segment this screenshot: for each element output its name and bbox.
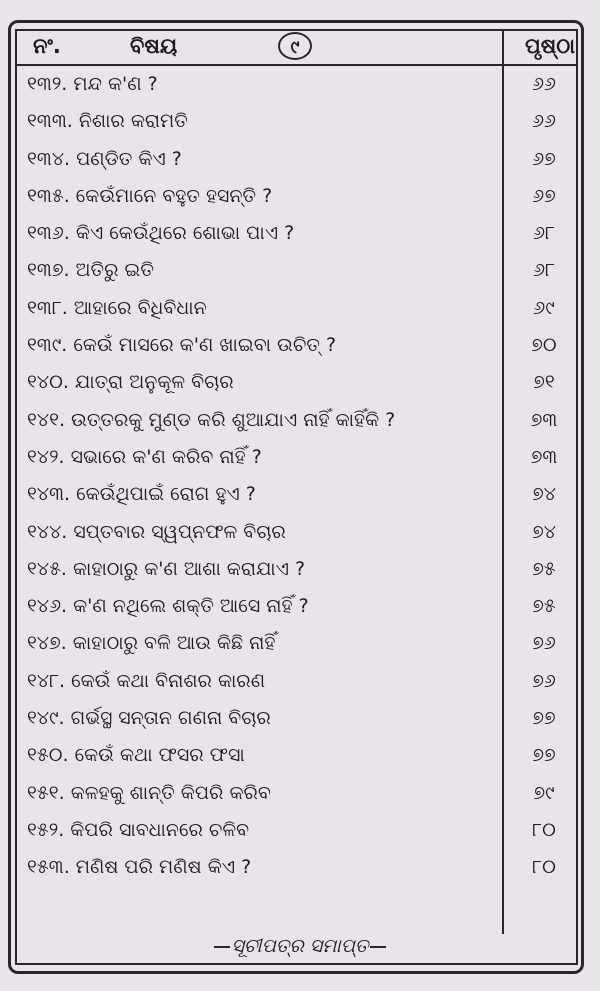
row-page-number: ୭୦	[531, 334, 557, 357]
table-row	[15, 849, 578, 886]
row-page-number: ୬୬	[532, 73, 556, 95]
row-title: ୧୪୦. ଯାତ୍ରା ଅନୁକୂଳ ବିଚାର	[27, 371, 234, 394]
row-page-number: ୮୦	[532, 818, 556, 841]
footer-dash-left	[214, 946, 230, 948]
row-page-number: ୭୪	[532, 520, 556, 543]
table-row	[15, 439, 578, 476]
table-row	[15, 775, 578, 812]
table-row	[15, 663, 578, 700]
row-page-number: ୭୩	[530, 408, 558, 431]
row-page-number: ୬୯	[533, 296, 555, 319]
table-row	[15, 141, 578, 178]
table-row	[15, 812, 578, 849]
row-title: ୧୪୮. କେଉଁ କଥା ବିନାଶର କାରଣ	[27, 669, 266, 692]
table-row	[15, 737, 578, 774]
row-page-number: ୭୯	[533, 781, 555, 804]
table-row	[15, 215, 578, 252]
row-title: ୧୩୫. କେଉଁମାନେ ବହୁତ ହସନ୍ତି ?	[27, 184, 273, 207]
header-subject-label: ବିଷୟ	[130, 34, 178, 58]
row-title: ୧୩୭. ଅତିରୁ ଇତି	[27, 259, 154, 282]
footer-text: ସୂଚୀପତ୍ର ସମାପ୍ତ	[231, 935, 369, 957]
row-page-number: ୬୮	[533, 259, 555, 282]
row-page-number: ୭୫	[532, 595, 556, 618]
header-number-label: ନଂ.	[33, 34, 61, 58]
row-title: ୧୩୮. ଆହାରେ ବିଧିବିଧାନ	[27, 296, 207, 319]
table-row	[15, 364, 578, 401]
row-page-number: ୭୭	[532, 707, 556, 730]
table-row	[15, 700, 578, 737]
footer-dash-right	[370, 946, 386, 948]
table-row	[15, 252, 578, 289]
row-title: ୧୩୩. ନିଶାର କରାମତି	[27, 110, 188, 133]
table-row	[15, 66, 578, 103]
row-page-number: ୭୬	[532, 632, 556, 655]
contents-table	[15, 66, 578, 887]
row-page-number: ୭୩	[530, 445, 558, 468]
row-page-number: ୭୭	[532, 744, 556, 767]
page-marker: ୯	[278, 32, 312, 60]
table-row	[15, 551, 578, 588]
row-page-number: ୭୧	[533, 371, 555, 394]
table-row	[15, 476, 578, 513]
row-title: ୧୪୭. କାହାଠାରୁ ବଳି ଆଉ କିଛି ନାହିଁ	[27, 632, 276, 655]
table-row	[15, 625, 578, 662]
row-page-number: ୭୫	[532, 557, 556, 580]
table-row	[15, 178, 578, 215]
row-page-number: ୮୦	[532, 856, 556, 879]
row-title: ୧୩୬. କିଏ କେଉଁଥିରେ ଶୋଭା ପାଏ ?	[27, 222, 295, 245]
header-column-divider	[502, 29, 504, 64]
row-page-number: ୬୭	[532, 184, 556, 207]
row-title: ୧୪୨. ସଭାରେ କ'ଣ କରିବ ନାହିଁ ?	[27, 445, 262, 468]
row-title: ୧୪୫. କାହାଠାରୁ କ'ଣ ଆଶା କରାଯାଏ ?	[27, 557, 306, 580]
row-title: ୧୫୧. କଳହକୁ ଶାନ୍ତି କିପରି କରିବ	[27, 781, 271, 804]
row-title: ୧୫୩. ମଣିଷ ପରି ମଣିଷ କିଏ ?	[27, 856, 252, 879]
header-page-label: ପୃଷ୍ଠା	[525, 34, 576, 58]
row-title: ୧୪୯. ଗର୍ଭସ୍ଥ ସନ୍ତାନ ଗଣନା ବିଚାର	[27, 707, 271, 730]
table-row	[15, 588, 578, 625]
row-title: ୧୪୩. କେଉଁଥିପାଇଁ ରୋଗ ହୁଏ ?	[27, 483, 256, 506]
row-page-number: ୭୬	[532, 669, 556, 692]
contents-end-footer	[0, 935, 600, 957]
row-title: ୧୩୨. ମନ୍ଦ କ'ଣ ?	[27, 73, 158, 95]
table-row	[15, 103, 578, 140]
row-title: ୧୪୧. ଉତ୍ତରକୁ ମୁଣ୍ଡ କରି ଶୁଆଯାଏ ନାହିଁ କାହିଁକି ?	[27, 408, 396, 431]
table-header	[15, 29, 578, 66]
table-row	[15, 290, 578, 327]
table-row	[15, 402, 578, 439]
table-row	[15, 514, 578, 551]
row-page-number: ୬୬	[532, 110, 556, 133]
row-title: ୧୪୪. ସପ୍ତବାର ସ୍ୱପ୍ନଫଳ ବିଚାର	[27, 520, 286, 543]
table-row	[15, 327, 578, 364]
row-page-number: ୬୮	[533, 222, 555, 245]
row-title: ୧୫୨. କିପରି ସାବଧାନରେ ଚଳିବ	[27, 818, 250, 841]
row-title: ୧୩୪. ପଣ୍ଡିତ କିଏ ?	[27, 147, 182, 170]
row-title: ୧୫୦. କେଉଁ କଥା ଫସର ଫସା	[27, 744, 245, 767]
row-title: ୧୪୬. କ'ଣ ନଥିଲେ ଶକ୍ତି ଆସେ ନାହିଁ ?	[27, 595, 309, 618]
row-page-number: ୬୭	[532, 147, 556, 170]
row-page-number: ୭୪	[532, 483, 556, 506]
row-title: ୧୩୯. କେଉଁ ମାସରେ କ'ଣ ଖାଇବା ଉଚିତ୍ ?	[27, 334, 337, 357]
